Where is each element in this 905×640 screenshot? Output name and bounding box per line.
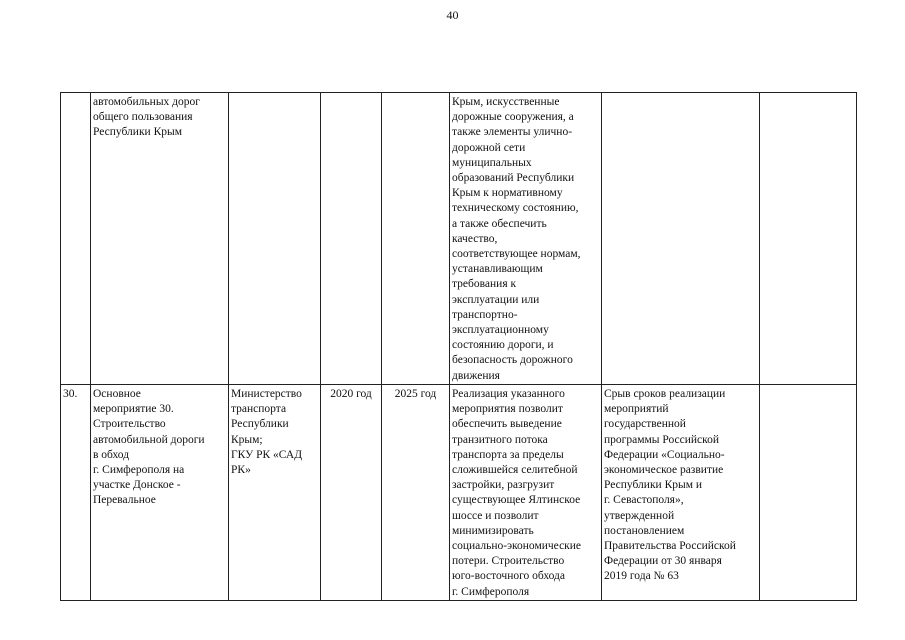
link-cell [760, 385, 857, 601]
measure-name-cell: автомобильных дорог общего пользования Республики Крым [91, 93, 229, 385]
start-year-cell [321, 93, 382, 385]
expected-result-cell: Крым, искусственные дорожные сооружения, а также элементы улично- дорожной сети муниципальных образований Республики Крым к нормативному техническому состоянию, а также обеспечить качество, соответствующее нормам, устанавливающим требования к эксплуатации или транспортно- эксплуатационному состоянию дороги, и безопасность дорожного движения [450, 93, 602, 385]
consequences-cell: Срыв сроков реализации мероприятий государственной программы Российской Федерации «Социально- экономическое развитие Республики Крым и г. Севастополя», утвержденной постановлением Правительства Российской Федерации от 30 января 2019 года № 63 [602, 385, 760, 601]
program-measures-table [60, 92, 857, 601]
page-number: 40 [446, 8, 459, 22]
row-number-cell [61, 93, 91, 385]
end-year-cell [382, 93, 450, 385]
consequences-cell [602, 93, 760, 385]
executor-cell: Министерство транспорта Республики Крым; ГКУ РК «САД РК» [229, 385, 321, 601]
row-number-cell: 30. [61, 385, 91, 601]
executor-cell [229, 93, 321, 385]
measure-name-cell: Основное мероприятие 30. Строительство автомобильной дороги в обход г. Симферополя на участке Донское - Перевальное [91, 385, 229, 601]
start-year-cell: 2020 год [321, 385, 382, 601]
end-year-cell: 2025 год [382, 385, 450, 601]
link-cell [760, 93, 857, 385]
expected-result-cell: Реализация указанного мероприятия позволит обеспечить выведение транзитного потока транспорта за пределы сложившейся селитебной застройки, разгрузит существующее Ялтинское шоссе и позволит минимизировать социально-экономические потери. Строительство юго-восточного обхода г. Симферополя [450, 385, 602, 601]
table-row [61, 385, 857, 601]
table-row [61, 93, 857, 385]
